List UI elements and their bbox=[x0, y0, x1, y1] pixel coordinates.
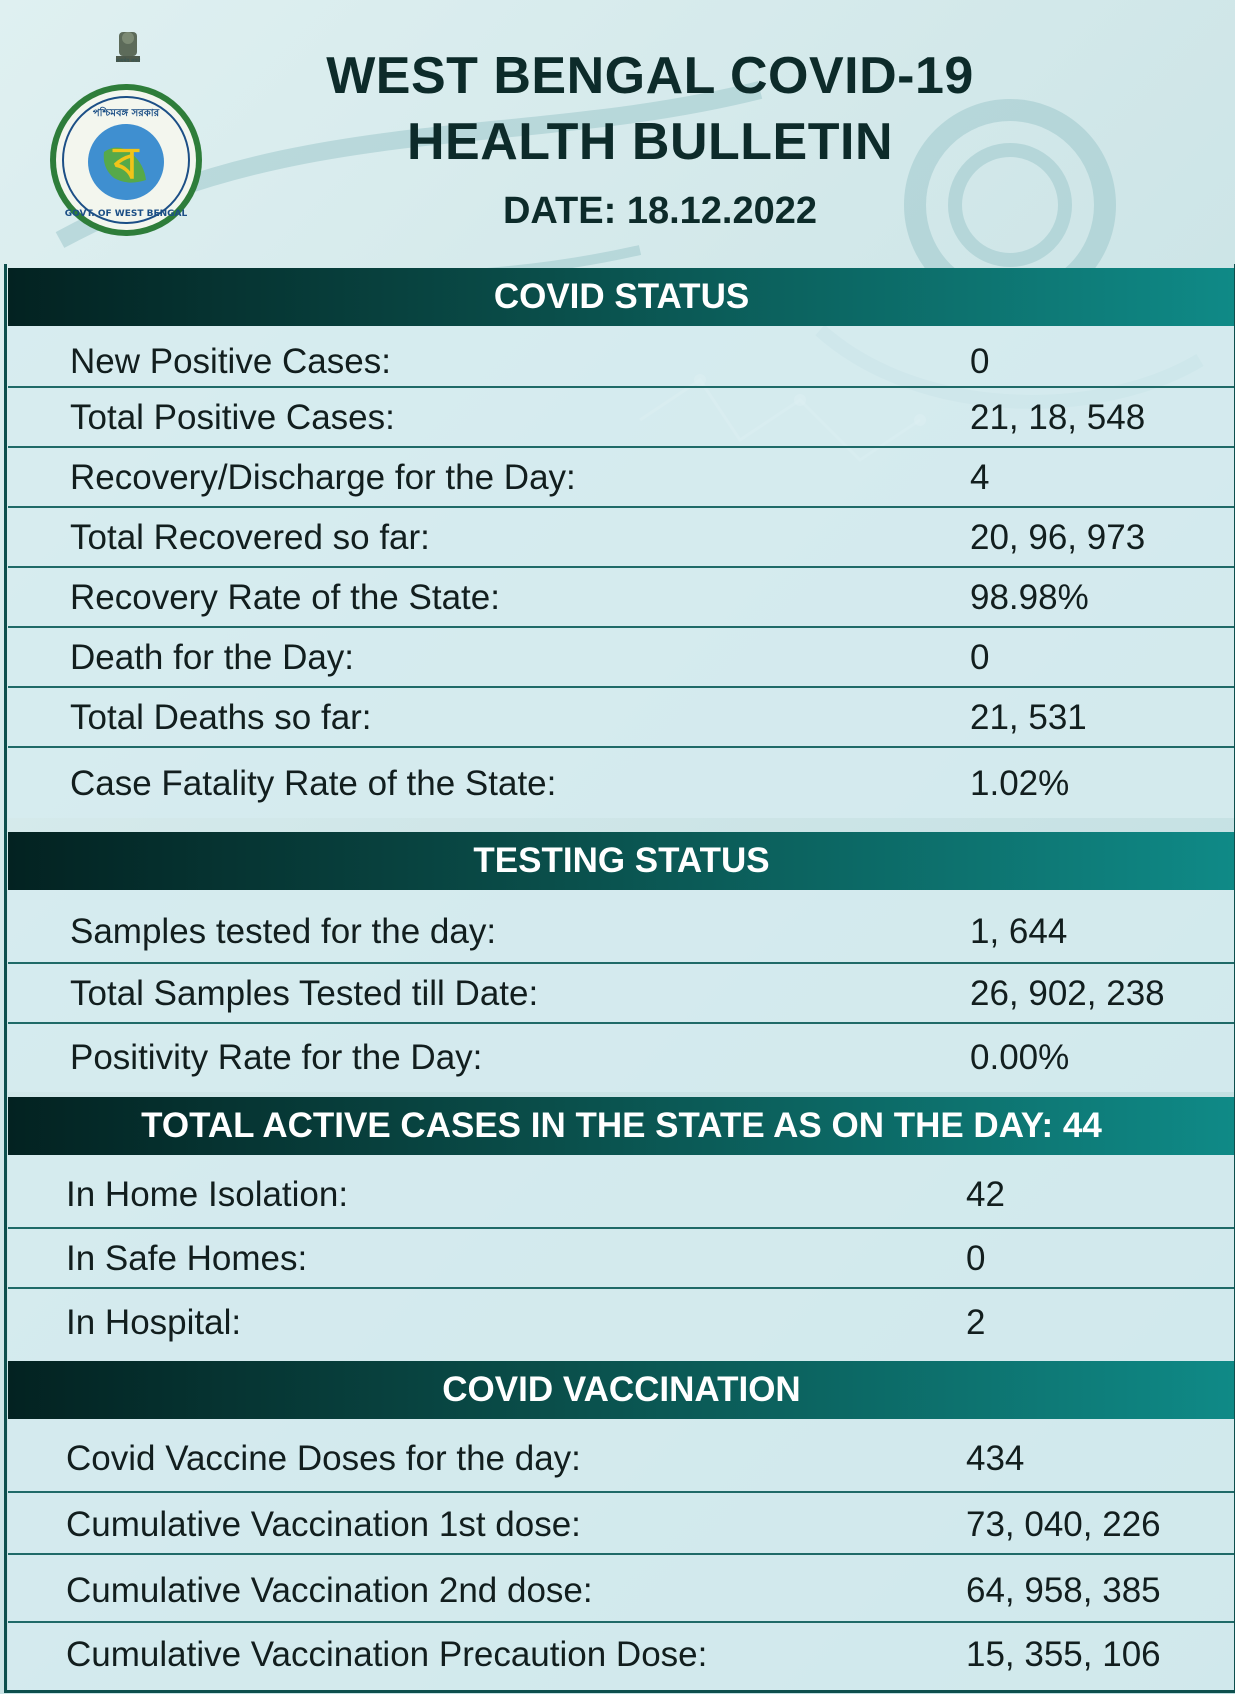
row-value: 0 bbox=[970, 342, 990, 381]
row-value: 73, 040, 226 bbox=[966, 1505, 1161, 1544]
row-label: Total Deaths so far: bbox=[70, 698, 372, 737]
row-label: Cumulative Vaccination Precaution Dose: bbox=[66, 1635, 708, 1674]
row-label: In Home Isolation: bbox=[66, 1175, 349, 1214]
table-row bbox=[8, 964, 1235, 1024]
row-label: Recovery Rate of the State: bbox=[70, 578, 500, 617]
row-value: 42 bbox=[966, 1175, 1005, 1214]
row-value: 21, 531 bbox=[970, 698, 1087, 737]
table-row bbox=[8, 628, 1235, 688]
bulletin-date: DATE: 18.12.2022 bbox=[502, 190, 818, 232]
table-row bbox=[8, 568, 1235, 628]
seal-text-top: পশ্চিমবঙ্গ সরকার bbox=[92, 108, 160, 119]
seal-letter: ব bbox=[113, 138, 139, 189]
testing-status-table bbox=[8, 890, 1235, 1092]
table-row bbox=[8, 1623, 1235, 1693]
covid-status-table bbox=[8, 326, 1235, 818]
emblem-caption: सत्यमेव जयते bbox=[115, 58, 141, 64]
row-label: Cumulative Vaccination 1st dose: bbox=[66, 1505, 581, 1544]
row-value: 4 bbox=[970, 458, 990, 497]
row-label: Cumulative Vaccination 2nd dose: bbox=[66, 1571, 593, 1610]
active-cases-heading: TOTAL ACTIVE CASES IN THE STATE AS ON THE DAY: 44 bbox=[8, 1097, 1235, 1155]
row-label: Recovery/Discharge for the Day: bbox=[70, 458, 576, 497]
row-label: In Safe Homes: bbox=[66, 1239, 308, 1278]
table-row bbox=[8, 1024, 1235, 1092]
row-value: 0 bbox=[966, 1239, 986, 1278]
covid-vaccination-heading: COVID VACCINATION bbox=[8, 1361, 1235, 1419]
row-label: Total Recovered so far: bbox=[70, 518, 430, 557]
row-value: 0.00% bbox=[970, 1038, 1070, 1077]
table-row bbox=[8, 326, 1235, 388]
state-emblem-icon bbox=[110, 28, 146, 74]
row-label: In Hospital: bbox=[66, 1303, 242, 1342]
row-label: Covid Vaccine Doses for the day: bbox=[66, 1439, 581, 1478]
testing-status-heading: TESTING STATUS bbox=[8, 832, 1235, 890]
row-label: Case Fatality Rate of the State: bbox=[70, 764, 557, 803]
table-row bbox=[8, 890, 1235, 964]
table-row bbox=[8, 388, 1235, 448]
table-row bbox=[8, 688, 1235, 748]
row-value: 434 bbox=[966, 1439, 1025, 1478]
table-row bbox=[8, 1155, 1235, 1229]
table-row bbox=[8, 748, 1235, 818]
row-value: 0 bbox=[970, 638, 990, 677]
seal-text-bottom: GOVT. OF WEST BENGAL bbox=[64, 209, 188, 219]
bulletin-header bbox=[0, 0, 1235, 268]
row-label: Samples tested for the day: bbox=[70, 912, 497, 951]
vaccination-table bbox=[8, 1419, 1235, 1693]
row-value: 98.98% bbox=[970, 578, 1089, 617]
row-label: Total Samples Tested till Date: bbox=[70, 974, 539, 1013]
govt-west-bengal-seal-icon bbox=[48, 82, 204, 238]
row-label: Death for the Day: bbox=[70, 638, 355, 677]
row-value: 26, 902, 238 bbox=[970, 974, 1165, 1013]
covid-status-heading: COVID STATUS bbox=[8, 268, 1235, 326]
row-value: 21, 18, 548 bbox=[970, 398, 1146, 437]
table-row bbox=[8, 448, 1235, 508]
row-value: 1, 644 bbox=[970, 912, 1068, 951]
row-value: 2 bbox=[966, 1303, 986, 1342]
table-row bbox=[8, 508, 1235, 568]
row-value: 1.02% bbox=[970, 764, 1070, 803]
row-value: 64, 958, 385 bbox=[966, 1571, 1161, 1610]
table-row bbox=[8, 1419, 1235, 1493]
bulletin-title-line2: HEALTH BULLETIN bbox=[406, 113, 894, 171]
row-value: 15, 355, 106 bbox=[966, 1635, 1161, 1674]
row-label: New Positive Cases: bbox=[70, 342, 391, 381]
row-label: Total Positive Cases: bbox=[70, 398, 395, 437]
table-row bbox=[8, 1289, 1235, 1361]
table-row bbox=[8, 1229, 1235, 1289]
active-cases-table bbox=[8, 1155, 1235, 1361]
row-label: Positivity Rate for the Day: bbox=[70, 1038, 483, 1077]
table-row bbox=[8, 1493, 1235, 1555]
row-value: 20, 96, 973 bbox=[970, 518, 1146, 557]
bulletin-title-line1: WEST BENGAL COVID-19 bbox=[326, 47, 974, 105]
table-row bbox=[8, 1555, 1235, 1623]
